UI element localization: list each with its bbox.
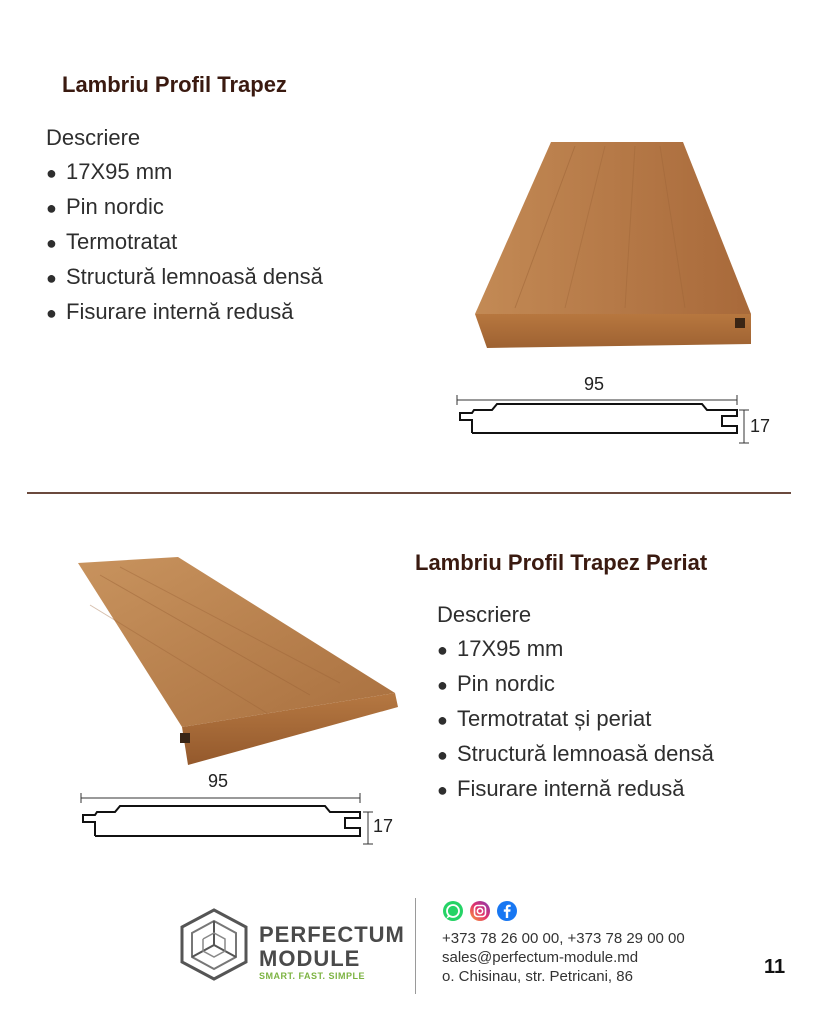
section2-title: Lambriu Profil Trapez Periat [415,550,708,575]
section2-feature-list [437,632,714,807]
section1-description [46,121,323,330]
brand-logo-icon [178,907,250,981]
section1-profile-drawing [452,390,752,450]
section1-title: Lambriu Profil Trapez [62,72,287,97]
section2-desc-label: Descriere [437,602,532,627]
section-divider [27,492,791,494]
section2-description [437,598,714,807]
section1-desc-label: Descriere [46,125,141,150]
feature-item: ● 17X95 mm [437,636,564,661]
feature-item: ● Termotratat și periat [437,706,652,731]
footer-separator [415,898,416,994]
brand-name-line2: MODULE [259,946,361,971]
section1-product-image [455,138,765,353]
feature-item: ● Fisurare internă redusă [437,776,685,801]
instagram-icon[interactable] [469,900,491,922]
feature-item: ● Structură lemnoasă densă [437,741,714,766]
section1-width-label: 95 [584,374,605,394]
feature-item: ● Pin nordic [46,194,164,219]
facebook-icon[interactable] [496,900,518,922]
contact-phones[interactable]: +373 78 26 00 00, +373 78 29 00 00 [442,930,685,947]
section1-height-label: 17 [750,416,771,436]
section2-profile-drawing [75,788,375,850]
feature-item: ● Fisurare internă redusă [46,299,294,324]
contact-info [442,929,685,986]
brand-name-line1: PERFECTUM [259,922,405,947]
whatsapp-icon[interactable] [442,900,464,922]
section2-width-label: 95 [208,771,229,791]
section2-product-image [70,555,405,770]
feature-item: ● Termotratat [46,229,178,254]
feature-item: ● Pin nordic [437,671,555,696]
brand-tagline: SMART. FAST. SIMPLE [259,971,366,981]
contact-address: o. Chisinau, str. Petricani, 86 [442,968,633,985]
brand-name [259,923,405,981]
feature-item: ● Structură lemnoasă densă [46,264,323,289]
page-number: 11 [764,956,786,978]
section1-feature-list [46,155,323,330]
contact-email[interactable]: sales@perfectum-module.md [442,949,639,966]
feature-item: ● 17X95 mm [46,159,173,184]
section2-height-label: 17 [373,816,394,836]
